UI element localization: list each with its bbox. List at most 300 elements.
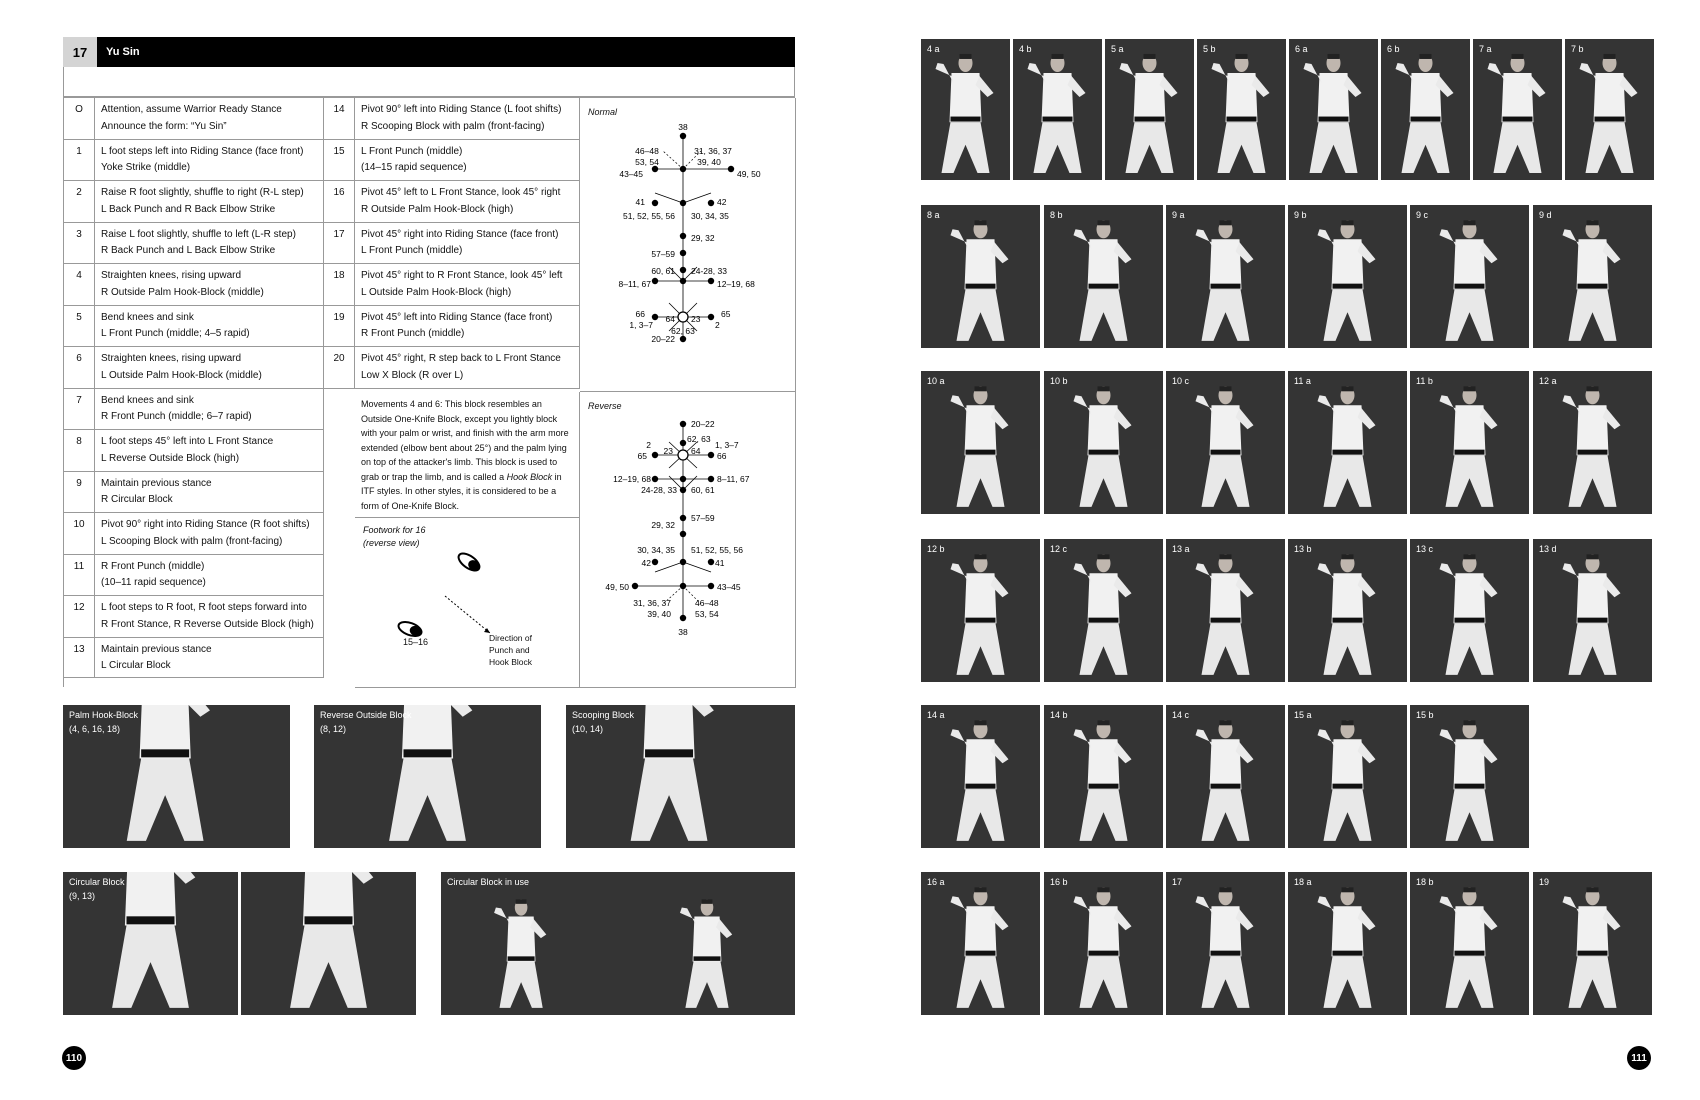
sequence-photo [921, 371, 1040, 514]
move-text-line2: Low X Block (R over L) [361, 369, 464, 381]
diagram-point [680, 267, 686, 273]
sequence-photo [1410, 371, 1529, 514]
reverse-movement-diagram [580, 392, 796, 688]
photo-image [1533, 205, 1652, 348]
sequence-photo [921, 705, 1040, 848]
move-number: 19 [324, 306, 355, 348]
photo-caption: 4 a [927, 44, 940, 54]
move-text-line2: R Back Punch and L Back Elbow Strike [101, 245, 276, 256]
sequence-photo [1044, 371, 1163, 514]
photo-image [1410, 539, 1529, 682]
diagram-label: 23 [663, 446, 673, 456]
photo-caption: 8 a [927, 210, 940, 220]
move-text-line1: Straighten knees, rising upward [101, 353, 242, 364]
diagram-label: 41 [635, 197, 645, 207]
photo-image [1410, 205, 1529, 348]
move-text-line1: L foot steps 45° left into L Front Stance [101, 436, 274, 447]
sequence-photo [1044, 705, 1163, 848]
move-description [95, 140, 324, 182]
footwork-direction-label: Direction of Punch and Hook Block [489, 633, 532, 667]
photo-image [1166, 539, 1285, 682]
sequence-photo [1166, 705, 1285, 848]
footwork-title: Footwork for 16 [363, 525, 426, 535]
page-number-left: 110 [62, 1046, 86, 1070]
photo-caption: 7 a [1479, 44, 1492, 54]
diagram-label: 2 [715, 320, 720, 330]
diagram-point [680, 133, 686, 139]
diagram-point [652, 200, 658, 206]
move-text-line2: R Scooping Block with palm (front-facing) [361, 120, 545, 132]
move-text-line1: Maintain previous stance [101, 643, 212, 655]
diagram-label: 41 [715, 558, 725, 568]
move-number: 11 [64, 555, 95, 597]
photo-caption: 13 c [1416, 544, 1434, 554]
photo-image [1381, 39, 1470, 180]
move-text-line1: L foot steps left into Riding Stance (face front) [101, 145, 304, 157]
move-number: 5 [64, 306, 95, 348]
diagram-label: 51, 52, 55, 56 [623, 211, 675, 221]
footwork-diagram [355, 518, 580, 688]
move-text-line2: (14–15 rapid sequence) [361, 162, 467, 173]
sequence-photo [1044, 872, 1163, 1015]
diagram-label: 60, 61 [651, 266, 675, 276]
photo-image [1410, 705, 1529, 848]
move-number: 7 [64, 389, 95, 431]
diagram-point [708, 559, 714, 565]
diagram-point [680, 336, 686, 342]
detail-photo [314, 705, 541, 848]
diagram-label: 38 [678, 627, 688, 637]
diagram-label: 2 [646, 440, 651, 450]
hook-block-note: Movements 4 and 6: This block resembles an Outside One-Knife Block, except you lightly block with your palm or wrist, and finish with the arm more extended (elbow bent about 25°) and the palm lying on top of the attacker's limb. This block is used to grab or trap the limb, and is called a Hook Block in ITF styles. In other styles, it is considered to be a form of One-Knife Block. [361, 399, 569, 511]
move-text-line1: Attention, assume Warrior Ready Stance [101, 104, 282, 115]
move-number: 4 [64, 264, 95, 306]
photo-image [1410, 371, 1529, 514]
footwork-subtitle: (reverse view) [363, 538, 420, 548]
detail-photo [441, 872, 619, 1015]
photo-caption: Scooping Block (10, 14) [572, 710, 635, 734]
sequence-photo [1410, 205, 1529, 348]
move-description [95, 638, 324, 679]
diagram-start-point [678, 450, 688, 460]
diagram-label: 66 [635, 309, 645, 319]
detail-photo [241, 872, 416, 1015]
form-header [63, 37, 795, 67]
move-number: 1 [64, 140, 95, 182]
sequence-photo [1533, 539, 1652, 682]
photo-image [1533, 371, 1652, 514]
photo-image [1013, 39, 1102, 180]
foot-icon [456, 550, 483, 574]
sequence-photo [1410, 872, 1529, 1015]
sequence-photo [921, 205, 1040, 348]
diagram-point [708, 583, 714, 589]
photo-caption: 14 b [1050, 710, 1068, 720]
diagram-point [652, 559, 658, 565]
diagram-label: 42 [641, 558, 651, 568]
sequence-photo [1533, 205, 1652, 348]
photo-caption: 12 a [1539, 376, 1557, 386]
sequence-photo [1166, 371, 1285, 514]
header-blank-row [63, 67, 795, 97]
footwork-box [355, 518, 580, 688]
move-text-line2: L Reverse Outside Block (high) [101, 452, 240, 464]
diagram-label: 31, 36, 37 [694, 146, 732, 156]
note-box [355, 392, 580, 518]
sequence-photo [1473, 39, 1562, 180]
move-text-line1: Straighten knees, rising upward [101, 270, 242, 281]
sequence-photo [1044, 539, 1163, 682]
move-text-line2: R Front Punch (middle) [361, 328, 465, 339]
photo-caption: 10 c [1172, 376, 1190, 386]
move-text-line2: Yoke Strike (middle) [101, 162, 191, 173]
move-number: 20 [324, 347, 355, 389]
diagram-point [680, 615, 686, 621]
photo-image [1197, 39, 1286, 180]
photo-image [1289, 39, 1378, 180]
move-description [95, 555, 324, 597]
move-number: 17 [324, 223, 355, 265]
photo-image [1044, 872, 1163, 1015]
move-description [95, 181, 324, 223]
move-text-line2: L Back Punch and R Back Elbow Strike [101, 203, 276, 215]
diagram-point [680, 515, 686, 521]
sequence-photo [921, 872, 1040, 1015]
diagram-point [680, 233, 686, 239]
photo-image [441, 872, 619, 1015]
photo-caption: 5 b [1203, 44, 1216, 54]
photo-caption: 4 b [1019, 44, 1032, 54]
move-description [95, 347, 324, 389]
diagram-label: 1, 3–7 [715, 440, 739, 450]
moves-table [63, 97, 795, 687]
move-text-line2: R Front Punch (middle; 6–7 rapid) [101, 411, 252, 422]
diagram-point [680, 476, 686, 482]
move-text-line1: Pivot 45° left into Riding Stance (face front) [361, 311, 553, 323]
reverse-diagram-title: Reverse [588, 401, 622, 411]
diagram-point [632, 583, 638, 589]
diagram-label: 53, 54 [635, 157, 659, 167]
sequence-photo [1533, 872, 1652, 1015]
move-number: O [64, 98, 95, 140]
move-description [95, 430, 324, 472]
move-description [355, 306, 580, 348]
diagram-point [728, 166, 734, 172]
diagram-label: 20–22 [651, 334, 675, 344]
move-text-line2: R Circular Block [101, 494, 173, 505]
move-text-line2: L Scooping Block with palm (front-facing) [101, 535, 283, 547]
move-description [95, 264, 324, 306]
sequence-photo [1565, 39, 1654, 180]
diagram-label: 20–22 [691, 419, 715, 429]
detail-photo [63, 705, 290, 848]
photo-image [1410, 872, 1529, 1015]
move-text-line2: L Outside Palm Hook-Block (high) [361, 286, 512, 298]
move-number: 8 [64, 430, 95, 472]
move-text-line2: (10–11 rapid sequence) [101, 577, 206, 588]
diagram-label: 30, 34, 35 [691, 211, 729, 221]
sequence-photo [1289, 39, 1378, 180]
detail-photo [566, 705, 795, 848]
move-number: 6 [64, 347, 95, 389]
move-description [355, 223, 580, 265]
photo-image [1533, 539, 1652, 682]
diagram-label: 39, 40 [647, 609, 671, 619]
move-text-line2: L Front Punch (middle) [361, 245, 463, 256]
diagram-point [680, 559, 686, 565]
diagram-point [680, 166, 686, 172]
move-number: 3 [64, 223, 95, 265]
move-text-line2: R Outside Palm Hook-Block (high) [361, 203, 514, 215]
diagram-point [680, 487, 686, 493]
move-text-line2: R Outside Palm Hook-Block (middle) [101, 286, 264, 298]
photo-image [1533, 872, 1652, 1015]
photo-image [1565, 39, 1654, 180]
photo-caption: Circular Block in use [447, 877, 530, 887]
diagram-label: 8–11, 67 [618, 279, 651, 289]
diagram-label: 57–59 [651, 249, 675, 259]
diagram-point [708, 452, 714, 458]
diagram-label: 38 [678, 122, 688, 132]
diagram-label: 30, 34, 35 [637, 545, 675, 555]
diagram-label: 49, 50 [605, 582, 629, 592]
move-text-line1: Pivot 45° left to L Front Stance, look 45° right [361, 187, 561, 198]
diagram-label: 12–19, 68 [717, 279, 755, 289]
sequence-photo [1166, 872, 1285, 1015]
diagram-point [652, 476, 658, 482]
diagram-label: 66 [717, 451, 727, 461]
sequence-photo [921, 39, 1010, 180]
photo-caption: 9 a [1172, 210, 1185, 220]
photo-image [1044, 705, 1163, 848]
move-description [355, 140, 580, 182]
move-description [95, 98, 324, 140]
diagram-point [680, 200, 686, 206]
diagram-point [680, 250, 686, 256]
diagram-label: 46–48 [635, 146, 659, 156]
normal-diagram-title: Normal [588, 107, 618, 117]
photo-image [921, 705, 1040, 848]
sequence-photo [1288, 705, 1407, 848]
photo-caption: 8 b [1050, 210, 1063, 220]
diagram-point [708, 200, 714, 206]
diagram-point [708, 278, 714, 284]
photo-image [1044, 205, 1163, 348]
sequence-photo [1288, 205, 1407, 348]
photo-caption: 9 b [1294, 210, 1307, 220]
photo-caption: 7 b [1571, 44, 1584, 54]
diagram-label: 24-28, 33 [691, 266, 727, 276]
photo-caption: 12 b [927, 544, 945, 554]
photo-image [1044, 539, 1163, 682]
footwork-steps-label: 15–16 [403, 637, 429, 647]
move-text-line1: Raise R foot slightly, shuffle to right (R-L step) [101, 187, 304, 198]
move-text-line2: R Front Stance, R Reverse Outside Block (high) [101, 618, 314, 630]
photo-image [921, 205, 1040, 348]
sequence-photo [1410, 539, 1529, 682]
diagram-label: 24-28, 33 [641, 485, 677, 495]
diagram-label: 60, 61 [691, 485, 715, 495]
diagram-label: 29, 32 [651, 520, 675, 530]
diagram-point [708, 476, 714, 482]
move-description [95, 513, 324, 555]
diagram-label: 8–11, 67 [717, 474, 750, 484]
move-text-line1: Bend knees and sink [101, 311, 194, 323]
move-description [95, 389, 324, 431]
diagram-point [680, 278, 686, 284]
detail-photo [63, 872, 238, 1015]
sequence-photo [1166, 205, 1285, 348]
photo-image [241, 872, 416, 1015]
diagram-point [680, 583, 686, 589]
photo-image [921, 539, 1040, 682]
diagram-label: 64 [691, 446, 701, 456]
move-description [95, 596, 324, 638]
sequence-photo [1533, 371, 1652, 514]
diagram-label: 49, 50 [737, 169, 761, 179]
photo-image [1166, 371, 1285, 514]
photo-image [1166, 705, 1285, 848]
photo-caption: 19 [1539, 877, 1550, 887]
diagram-label: 64 [665, 314, 675, 324]
photo-image [1288, 705, 1407, 848]
photo-image [1288, 371, 1407, 514]
detail-photo [619, 872, 795, 1015]
diagram-label: 46–48 [695, 598, 719, 608]
sequence-photo [1288, 371, 1407, 514]
diagram-point [708, 314, 714, 320]
photo-caption: 10 b [1050, 376, 1068, 386]
move-number: 9 [64, 472, 95, 514]
photo-caption: 5 a [1111, 44, 1124, 54]
move-description [355, 181, 580, 223]
sequence-photo [1197, 39, 1286, 180]
page-number-right: 111 [1627, 1046, 1651, 1070]
diagram-label: 31, 36, 37 [633, 598, 671, 608]
sequence-photo [1166, 539, 1285, 682]
diagram-label: 65 [637, 451, 647, 461]
diagram-label: 29, 32 [691, 233, 715, 243]
photo-caption: Reverse Outside Block (8, 12) [320, 710, 412, 734]
move-number: 15 [324, 140, 355, 182]
photo-caption: 18 b [1416, 877, 1434, 887]
diagram-point [680, 440, 686, 446]
move-text-line2: L Front Punch (middle; 4–5 rapid) [101, 328, 250, 339]
diagram-label: 53, 54 [695, 609, 719, 619]
move-description [95, 306, 324, 348]
move-text-line1: L foot steps to R foot, R foot steps forward into [101, 602, 307, 613]
diagram-label: 43–45 [717, 582, 741, 592]
diagram-point [680, 421, 686, 427]
photo-caption: 10 a [927, 376, 945, 386]
photo-image [921, 872, 1040, 1015]
move-text-line1: Pivot 90° right into Riding Stance (R foot shifts) [101, 519, 310, 530]
move-description [355, 98, 580, 140]
diagram-label: 62, 63 [671, 326, 695, 336]
sequence-photo [1410, 705, 1529, 848]
photo-image [1166, 872, 1285, 1015]
diagram-point [652, 452, 658, 458]
photo-caption: 11 a [1294, 376, 1311, 386]
move-number: 10 [64, 513, 95, 555]
diagram-label: 65 [721, 309, 731, 319]
photo-image [1288, 539, 1407, 682]
move-text-line1: Bend knees and sink [101, 394, 194, 406]
sequence-photo [921, 539, 1040, 682]
move-description [95, 472, 324, 514]
move-text-line2: L Outside Palm Hook-Block (middle) [101, 369, 262, 381]
move-text-line2: Announce the form: “Yu Sin” [101, 120, 227, 132]
photo-caption: 14 a [927, 710, 945, 720]
sequence-photo [1105, 39, 1194, 180]
sequence-photo [1381, 39, 1470, 180]
photo-caption: 15 b [1416, 710, 1434, 720]
move-number: 13 [64, 638, 95, 679]
move-description [355, 347, 580, 389]
diagram-label: 57–59 [691, 513, 715, 523]
photo-caption: 9 d [1539, 210, 1552, 220]
move-text-line1: L Front Punch (middle) [361, 145, 463, 157]
photo-caption: 15 a [1294, 710, 1312, 720]
diagram-label: 43–45 [619, 169, 643, 179]
reverse-diagram-box [580, 392, 796, 688]
photo-image [921, 371, 1040, 514]
diagram-start-point [678, 312, 688, 322]
photo-caption: 6 a [1295, 44, 1308, 54]
photo-caption: Circular Block (9, 13) [69, 877, 125, 901]
move-description [355, 264, 580, 306]
diagram-label: 42 [717, 197, 727, 207]
normal-diagram-box [580, 98, 796, 392]
photo-caption: 13 d [1539, 544, 1557, 554]
sequence-photo [1288, 872, 1407, 1015]
diagram-label: 12–19, 68 [613, 474, 651, 484]
photo-caption: 16 a [927, 877, 945, 887]
diagram-label: 1, 3–7 [629, 320, 653, 330]
photo-image [921, 39, 1010, 180]
move-number: 12 [64, 596, 95, 638]
photo-caption: 13 b [1294, 544, 1312, 554]
move-number: 16 [324, 181, 355, 223]
normal-movement-diagram [580, 98, 796, 392]
diagram-label: 39, 40 [697, 157, 721, 167]
photo-caption: 9 c [1416, 210, 1429, 220]
photo-caption: 6 b [1387, 44, 1400, 54]
diagram-point [652, 278, 658, 284]
move-text-line1: Pivot 45° right, R step back to L Front Stance [361, 353, 561, 364]
move-text-line1: Pivot 45° right into Riding Stance (face front) [361, 228, 559, 240]
move-number: 14 [324, 98, 355, 140]
form-title: Yu Sin [106, 46, 140, 58]
move-text-line2: L Circular Block [101, 660, 171, 671]
diagram-label: 51, 52, 55, 56 [691, 545, 743, 555]
photo-image [1288, 205, 1407, 348]
photo-caption: Palm Hook-Block (4, 6, 16, 18) [69, 710, 139, 734]
move-description [95, 223, 324, 265]
photo-image [1105, 39, 1194, 180]
photo-caption: 11 b [1416, 376, 1433, 386]
photo-caption: 17 [1172, 877, 1183, 887]
form-number: 17 [63, 37, 97, 67]
photo-caption: 14 c [1172, 710, 1190, 720]
diagram-label: 23 [691, 314, 701, 324]
move-text-line1: Maintain previous stance [101, 477, 212, 489]
sequence-photo [1288, 539, 1407, 682]
move-text-line1: R Front Punch (middle) [101, 560, 205, 572]
photo-caption: 16 b [1050, 877, 1068, 887]
photo-caption: 12 c [1050, 544, 1068, 554]
diagram-point [680, 531, 686, 537]
